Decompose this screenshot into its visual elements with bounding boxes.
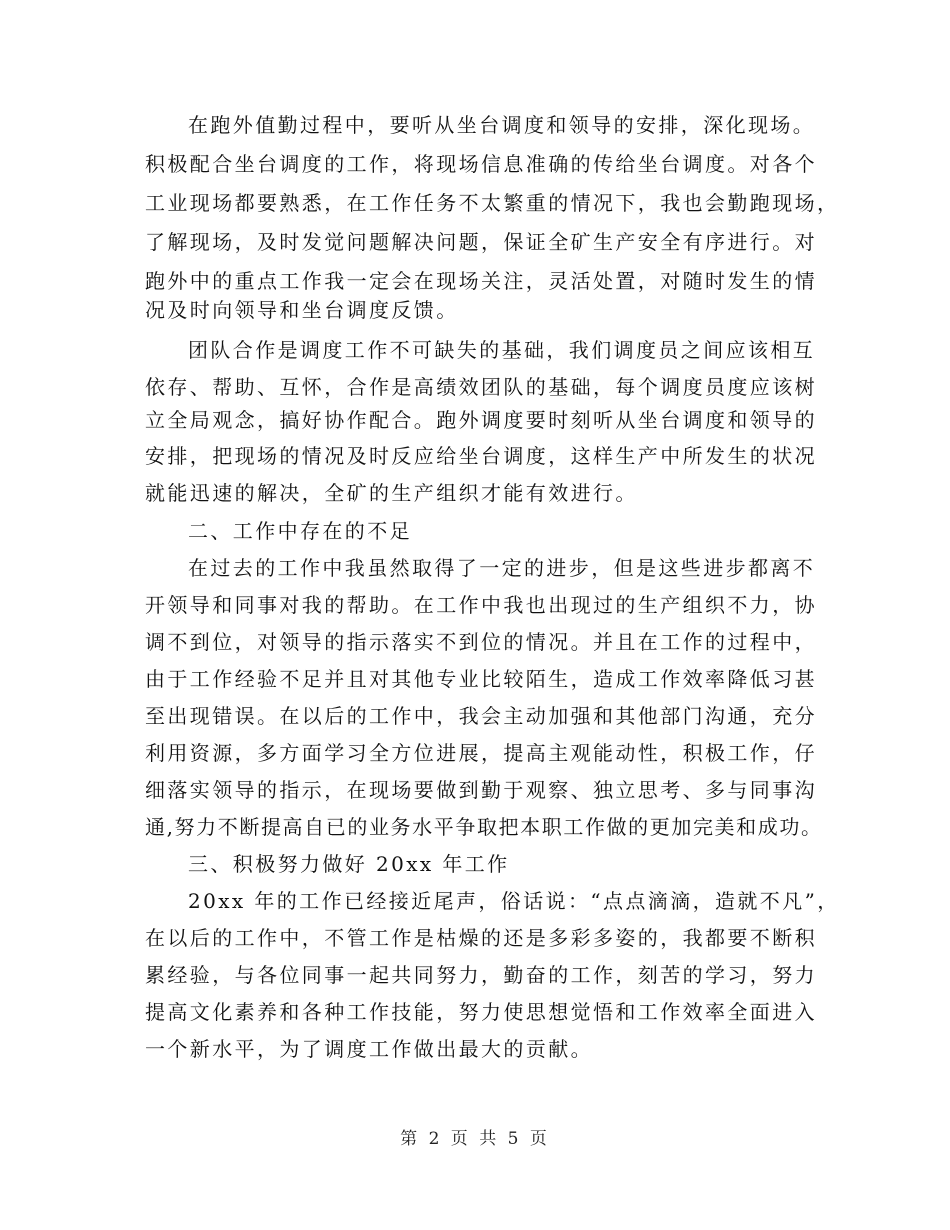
paragraph-line: 调不到位，对领导的指示落实不到位的情况。并且在工作的过程中，: [145, 630, 817, 654]
paragraph-line: 依存、帮助、互怀，合作是高绩效团队的基础，每个调度员度应该树: [145, 375, 817, 399]
paragraph-line: 在过去的工作中我虽然取得了一定的进步，但是这些进步都离不: [188, 556, 816, 580]
paragraph-line: 提高文化素养和各种工作技能，努力使思想觉悟和工作效率全面进入: [145, 1000, 817, 1024]
paragraph-line: 在以后的工作中，不管工作是枯燥的还是多彩多姿的，我都要不断积: [145, 926, 817, 950]
paragraph-line: 安排，把现场的情况及时反应给坐台调度，这样生产中所发生的状况: [145, 444, 817, 468]
paragraph-line: 况及时向领导和坐台调度反馈。: [145, 298, 459, 322]
paragraph-line: 20xx 年的工作已经接近尾声，俗话说：“点点滴滴，造就不凡”，: [188, 889, 840, 913]
section-heading: 三、积极努力做好 20xx 年工作: [188, 852, 510, 876]
paragraph-line: 积极配合坐台调度的工作，将现场信息准确的传给坐台调度。对各个: [145, 152, 817, 176]
paragraph-line: 立全局观念，搞好协作配合。跑外调度要时刻听从坐台调度和领导的: [145, 408, 817, 432]
paragraph-line: 一个新水平，为了调度工作做出最大的贡献。: [145, 1037, 593, 1061]
paragraph-line: 由于工作经验不足并且对其他专业比较陌生，造成工作效率降低习甚: [145, 667, 817, 691]
paragraph-line: 工业现场都要熟悉，在工作任务不太繁重的情况下，我也会勤跑现场，: [145, 191, 840, 215]
paragraph-line: 跑外中的重点工作我一定会在现场关注，灵活处置，对随时发生的情: [145, 269, 817, 293]
paragraph-line: 了解现场，及时发觉问题解决问题，保证全矿生产安全有序进行。对: [145, 230, 817, 254]
paragraph-line: 利用资源，多方面学习全方位进展，提高主观能动性，积极工作，仔: [145, 741, 817, 765]
paragraph-line: 就能迅速的解决，全矿的生产组织才能有效进行。: [145, 481, 638, 505]
paragraph-line: 团队合作是调度工作不可缺失的基础，我们调度员之间应该相互: [188, 338, 816, 362]
paragraph-line: 累经验，与各位同事一起共同努力，勤奋的工作，刻苦的学习，努力: [145, 963, 817, 987]
paragraph-line: 细落实领导的指示，在现场要做到勤于观察、独立思考、多与同事沟: [145, 778, 817, 802]
paragraph-line: 在跑外值勤过程中，要听从坐台调度和领导的安排，深化现场。: [188, 113, 816, 137]
paragraph-line: 通,努力不断提高自已的业务水平争取把本职工作做的更加完美和成功。: [145, 815, 823, 839]
paragraph-line: 开领导和同事对我的帮助。在工作中我也出现过的生产组织不力，协: [145, 593, 817, 617]
section-heading: 二、工作中存在的不足: [188, 519, 412, 543]
page-number: 第 2 页 共 5 页: [400, 1129, 550, 1149]
paragraph-line: 至出现错误。在以后的工作中，我会主动加强和其他部门沟通，充分: [145, 704, 817, 728]
